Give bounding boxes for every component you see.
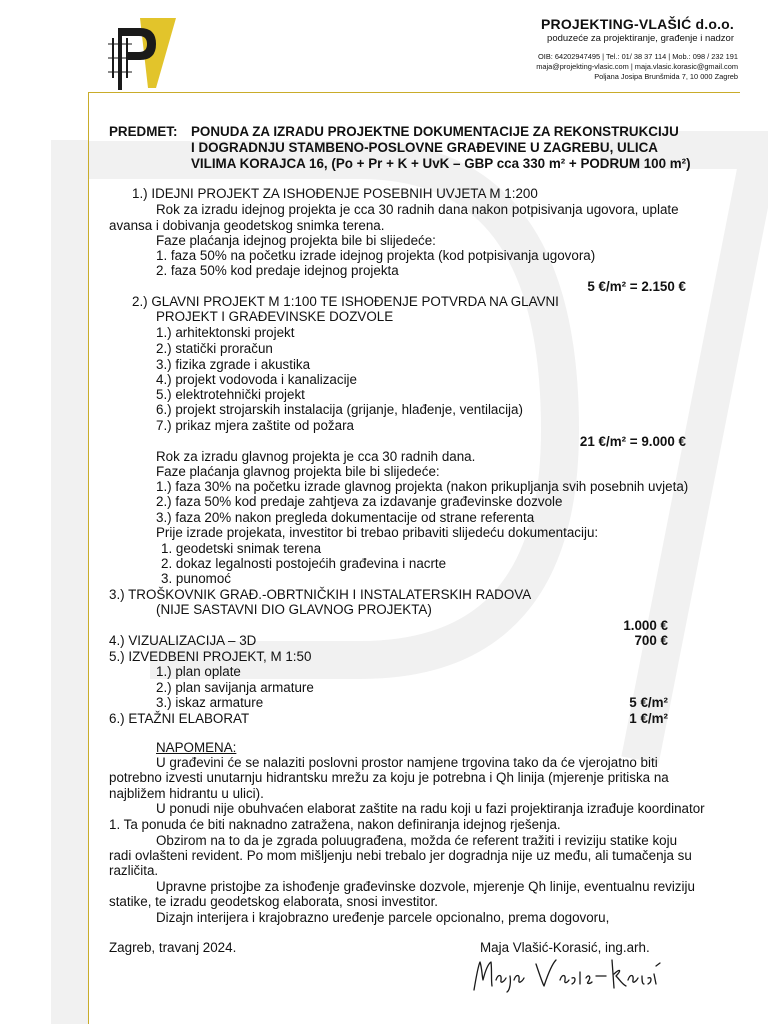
list-item: 1. geodetski snimak terena	[161, 541, 322, 556]
section-3-title: 3.) TROŠKOVNIK GRAĐ.-OBRTNIČKIH I INSTALATERSKIH RADOVA	[109, 587, 532, 602]
company-subtitle: poduzeće za projektiranje, građenje i nadzor	[547, 33, 734, 44]
signature	[466, 950, 666, 996]
section-2-title: PROJEKT I GRAĐEVINSKE DOZVOLE	[156, 309, 394, 324]
list-item: 2.) plan savijanja armature	[156, 680, 314, 695]
price: 700 €	[634, 633, 668, 648]
list-item: 3.) fizika zgrade i akustika	[156, 357, 311, 372]
note-line: Dizajn interijera i krajobrazno uređenje parcele opcionalno, prema dogovoru,	[156, 910, 610, 925]
list-item: 5.) elektrotehnički projekt	[156, 387, 305, 402]
subject-line: I DOGRADNJU STAMBENO-POSLOVNE GRAĐEVINE U ZAGREBU, ULICA	[191, 140, 658, 155]
note-line: Upravne pristojbe za ishođenje građevinske dozvole, mjerenje Qh linije, eventualnu reviziju	[156, 879, 695, 894]
header-divider	[88, 92, 740, 93]
section-1-title: 1.) IDEJNI PROJEKT ZA ISHOĐENJE POSEBNIH UVJETA M 1:200	[132, 186, 538, 201]
paragraph: avansa i dobivanja geodetskog snimka terena.	[109, 218, 385, 233]
phases-title: Faze plaćanja idejnog projekta bile bi slijedeće:	[156, 233, 436, 248]
paragraph: Rok za izradu glavnog projekta je cca 30 radnih dana.	[156, 449, 476, 464]
margin-line	[88, 92, 89, 1024]
price: 1.000 €	[623, 618, 668, 633]
list-item: 4.) projekt vodovoda i kanalizacije	[156, 372, 357, 387]
contact-address: Poljana Josipa Brunšmida 7, 10 000 Zagreb	[594, 72, 738, 81]
list-item: 1.) arhitektonski projekt	[156, 325, 295, 340]
section-2-title: 2.) GLAVNI PROJEKT M 1:100 TE ISHOĐENJE POTVRDA NA GLAVNI	[132, 294, 559, 309]
section-6-title: 6.) ETAŽNI ELABORAT	[109, 711, 250, 726]
price: 21 €/m² = 9.000 €	[579, 434, 686, 449]
author-name: Maja Vlašić-Korasić, ing.arh.	[480, 940, 650, 955]
list-item: 3. punomoć	[161, 571, 231, 586]
list-item: 3.) faza 20% nakon pregleda dokumentacije od strane referenta	[156, 510, 535, 525]
note-heading: NAPOMENA:	[156, 740, 237, 755]
note-line: potrebno izvesti unutarnju hidrantsku mrežu za koju je potrebna i Qh linija (mjerenje pritiska na	[109, 770, 669, 785]
note-line: različita.	[109, 863, 159, 878]
subject-line: VILIMA KORAJCA 16, (Po + Pr + K + UvK – GBP cca 330 m² + PODRUM 100 m²)	[191, 156, 691, 171]
price: 5 €/m²	[629, 695, 668, 710]
price: 5 €/m² = 2.150 €	[587, 279, 686, 294]
list-item: 3.) iskaz armature	[156, 695, 264, 710]
list-item: 7.) prikaz mjera zaštite od požara	[156, 418, 354, 433]
list-item: 2. faza 50% kod predaje idejnog projekta	[156, 263, 399, 278]
note-line: najbližem hidrantu u ulici).	[109, 786, 264, 801]
list-item: 1.) faza 30% na početku izrade glavnog projekta (nakon prikupljanja svih posebnih uvjeta)	[156, 479, 689, 494]
section-5-title: 5.) IZVEDBENI PROJEKT, M 1:50	[109, 649, 312, 664]
paragraph: Prije izrade projekata, investitor bi trebao pribaviti slijedeću dokumentaciju:	[156, 525, 599, 540]
contact-line: OIB: 64202947495 | Tel.: 01/ 38 37 114 | Mob.: 098 / 232 191	[538, 52, 738, 61]
company-logo	[98, 14, 178, 90]
note-line: U ponudi nije obuhvaćen elaborat zaštite na radu koji u fazi projektiranja izrađuje koordinator	[156, 801, 705, 816]
price: 1 €/m²	[629, 711, 668, 726]
place-date: Zagreb, travanj 2024.	[109, 940, 237, 955]
note-line: U građevini će se nalaziti poslovni prostor namjene trgovina tako da će vjerojatno biti	[156, 755, 658, 770]
note-line: 1. Ta ponuda će biti naknadno zatražena, nakon definiranja idejnog rješenja.	[109, 817, 561, 832]
list-item: 6.) projekt strojarskih instalacija (grijanje, hlađenje, ventilacija)	[156, 402, 523, 417]
list-item: 2.) statički proračun	[156, 341, 273, 356]
paragraph: (NIJE SASTAVNI DIO GLAVNOG PROJEKTA)	[156, 602, 432, 617]
contact-email: maja@projekting-vlasic.com | maja.vlasic.korasic@gmail.com	[536, 62, 738, 71]
note-line: radi ovlašteni revident. Po mom mišljenju nebi trebalo jer dogradnja nije uz među, ali tumačenja su	[109, 848, 692, 863]
company-info	[541, 16, 734, 44]
list-item: 1. faza 50% na početku izrade idejnog projekta (kod potpisivanja ugovora)	[156, 248, 596, 263]
list-item: 2. dokaz legalnosti postojećih građevina i nacrte	[161, 556, 447, 571]
list-item: 2.) faza 50% kod predaje zahtjeva za izdavanje građevinske dozvole	[156, 494, 563, 509]
subject-label: PREDMET:	[109, 124, 178, 139]
paragraph: Rok za izradu idejnog projekta je cca 30 radnih dana nakon potpisivanja ugovora, uplate	[156, 202, 679, 217]
list-item: 1.) plan oplate	[156, 664, 241, 679]
company-name: PROJEKTING-VLAŠIĆ d.o.o.	[540, 16, 734, 32]
section-4-title: 4.) VIZUALIZACIJA – 3D	[109, 633, 257, 648]
note-line: Obzirom na to da je zgrada poluugrađena, možda će referent tražiti i reviziju statike koju	[156, 833, 678, 848]
phases-title: Faze plaćanja glavnog projekta bile bi slijedeće:	[156, 464, 440, 479]
subject-line: PONUDA ZA IZRADU PROJEKTNE DOKUMENTACIJE ZA REKONSTRUKCIJU	[191, 124, 679, 139]
note-line: statike, te izradu geodetskog elaborata, snosi investitor.	[109, 894, 439, 909]
